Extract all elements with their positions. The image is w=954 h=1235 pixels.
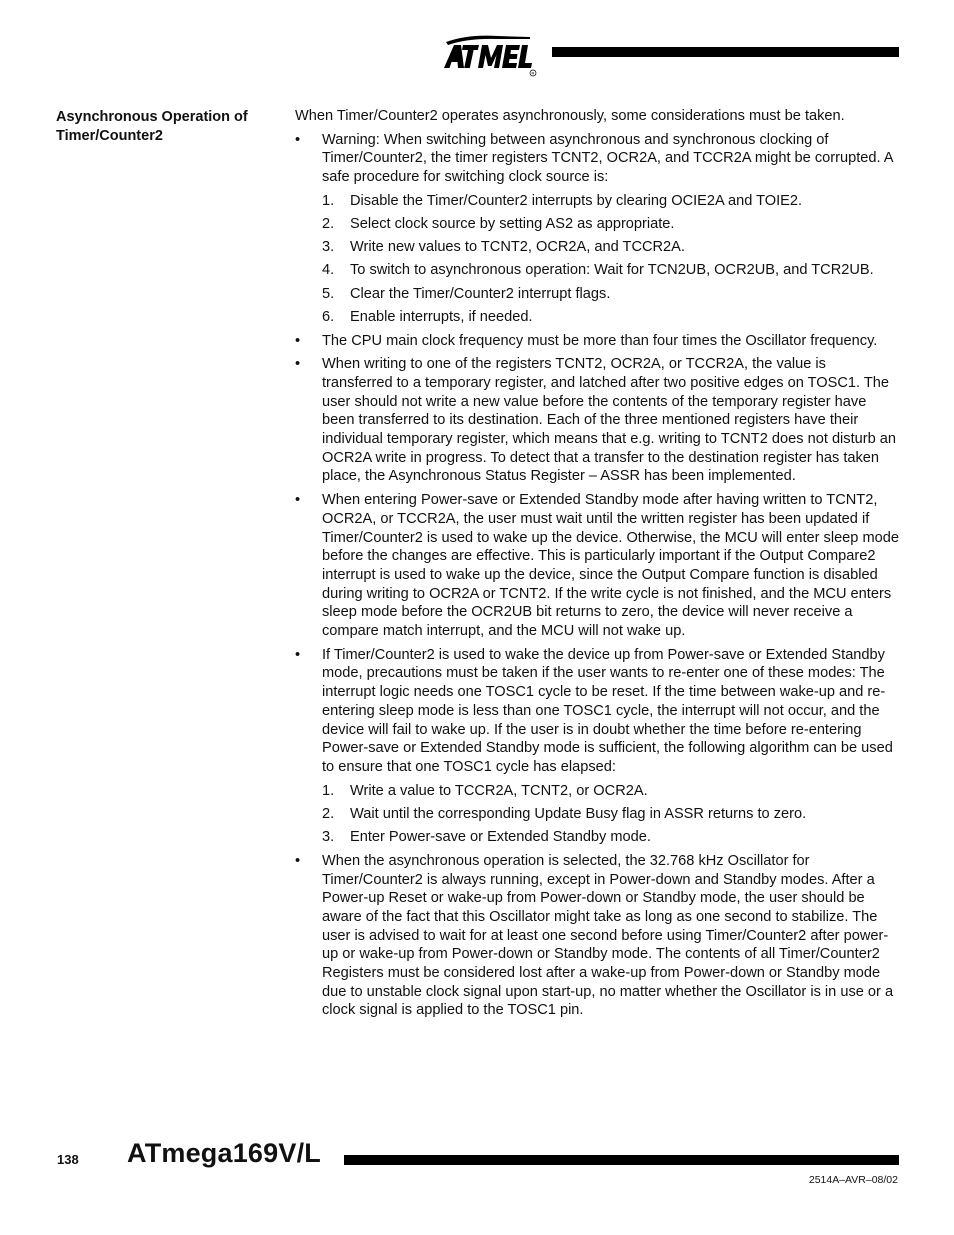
bullet-text: The CPU main clock frequency must be more than four times the Oscillator frequency. — [322, 332, 878, 349]
step-item — [322, 192, 900, 211]
bullet-symbol: • — [295, 332, 301, 349]
bullet-text: When writing to one of the registers TCNT2, OCR2A, or TCCR2A, the value is transferred to a temporary register, and latched after two positive edges on TOSC1. The user should not write a new value before the contents of the temporary register have been transferred to its destination. Each of the three mentioned registers have their individual temporary register, which means that e.g. writing to TCNT2 does not disturb an OCR2A write in progress. To detect that a transfer to the destination register has taken place, the Asynchronous Status Register – ASSR has been implemented. — [322, 356, 897, 485]
step-number: 1. — [322, 192, 335, 209]
main-content — [295, 107, 900, 1025]
intro-paragraph: When Timer/Counter2 operates asynchronously, some considerations must be taken. — [295, 108, 845, 124]
step-list — [322, 192, 900, 327]
step-text: Enable interrupts, if needed. — [350, 308, 533, 325]
step-text: Write a value to TCCR2A, TCNT2, or OCR2A. — [350, 782, 648, 799]
step-number: 3. — [322, 239, 335, 256]
step-number: 4. — [322, 262, 335, 279]
step-text: To switch to asynchronous operation: Wait for TCN2UB, OCR2UB, and TCR2UB. — [350, 262, 874, 279]
bullet-symbol: • — [295, 356, 301, 373]
step-text: Write new values to TCNT2, OCR2A, and TCCR2A. — [350, 239, 685, 256]
step-text: Disable the Timer/Counter2 interrupts by clearing OCIE2A and TOIE2. — [350, 192, 803, 209]
bullet-symbol: • — [295, 852, 301, 869]
step-item — [322, 285, 900, 304]
step-text: Enter Power-save or Extended Standby mode. — [350, 829, 651, 846]
step-number: 2. — [322, 216, 335, 233]
step-item — [322, 238, 900, 257]
step-number: 5. — [322, 285, 335, 302]
step-item — [322, 805, 900, 824]
step-item — [322, 261, 900, 280]
svg-text:R: R — [531, 70, 535, 76]
bullet-text: Warning: When switching between asynchronous and synchronous clocking of Timer/Counter2, the timer registers TCNT2, OCR2A, and TCCR2A might be corrupted. A safe procedure for switching clock source is: — [322, 131, 893, 186]
bullet-symbol: • — [295, 646, 301, 663]
document-code: 2514A–AVR–08/02 — [808, 1174, 898, 1186]
bullet-item — [295, 852, 900, 1020]
step-item — [322, 828, 900, 847]
section-title: Asynchronous Operation of Timer/Counter2 — [56, 109, 248, 144]
step-list — [322, 782, 900, 847]
step-text: Wait until the corresponding Update Busy flag in ASSR returns to zero. — [350, 805, 807, 822]
bullet-item — [295, 646, 900, 847]
atmel-logo — [438, 28, 538, 78]
header-rule — [552, 47, 899, 57]
bullet-symbol: • — [295, 131, 301, 148]
step-number: 3. — [322, 829, 335, 846]
step-text: Clear the Timer/Counter2 interrupt flags. — [350, 285, 611, 302]
step-item — [322, 782, 900, 801]
step-number: 1. — [322, 782, 335, 799]
bullet-item — [295, 131, 900, 327]
step-number: 6. — [322, 308, 335, 325]
bullet-item — [295, 355, 900, 486]
step-item — [322, 215, 900, 234]
step-item — [322, 308, 900, 327]
bullet-text: If Timer/Counter2 is used to wake the device up from Power-save or Extended Standby mode, precautions must be taken if the user wants to re-enter one of these modes: The interrupt logic needs one TOSC1 cycle to be reset. If the time between wake-up and re-entering sleep mode is less than one TOSC1 cycle, the interrupt will not occur, and the device will fail to wake up. If the user is in doubt whether the time before re-entering Power-save or Extended Standby mode is sufficient, the following algorithm can be used to ensure that one TOSC1 cycle has elapsed: — [322, 646, 893, 775]
bullet-symbol: • — [295, 492, 301, 509]
step-number: 2. — [322, 805, 335, 822]
bullet-item — [295, 491, 900, 641]
bullet-text: When entering Power-save or Extended Standby mode after having written to TCNT2, OCR2A, or TCCR2A, the user must wait until the written register has been updated if Timer/Counter2 is used to wake up the device. Otherwise, the MCU will enter sleep mode before the changes are effective. This is particularly important if the Output Compare2 interrupt is used to wake up the device, since the Output Compare function is disabled during writing to OCR2A or TCNT2. If the write cycle is not finished, and the MCU enters sleep mode before the OCR2UB bit returns to zero, the device will never receive a compare match interrupt, and the MCU will not wake up. — [322, 492, 899, 640]
footer-rule — [344, 1155, 899, 1165]
bullet-text: When the asynchronous operation is selected, the 32.768 kHz Oscillator for Timer/Counter2 is always running, except in Power-down and Standby modes. After a Power-up Reset or wake-up from Power-down or Standby mode, the user should be aware of the fact that this Oscillator might take as long as one second to stabilize. The user is advised to wait for at least one second before using Timer/Counter2 after power-up or wake-up from Power-down or Standby mode. The contents of all Timer/Counter2 Registers must be considered lost after a wake-up from Power-down or Standby mode due to unstable clock signal upon start-up, no matter whether the Oscillator is in use or a clock signal is applied to the TOSC1 pin. — [322, 852, 894, 1019]
step-text: Select clock source by setting AS2 as appropriate. — [350, 216, 675, 233]
footer-title: ATmega169V/L — [127, 1138, 321, 1168]
page-number: 138 — [57, 1152, 79, 1167]
bullet-item — [295, 332, 900, 351]
bullet-list — [295, 131, 900, 1020]
